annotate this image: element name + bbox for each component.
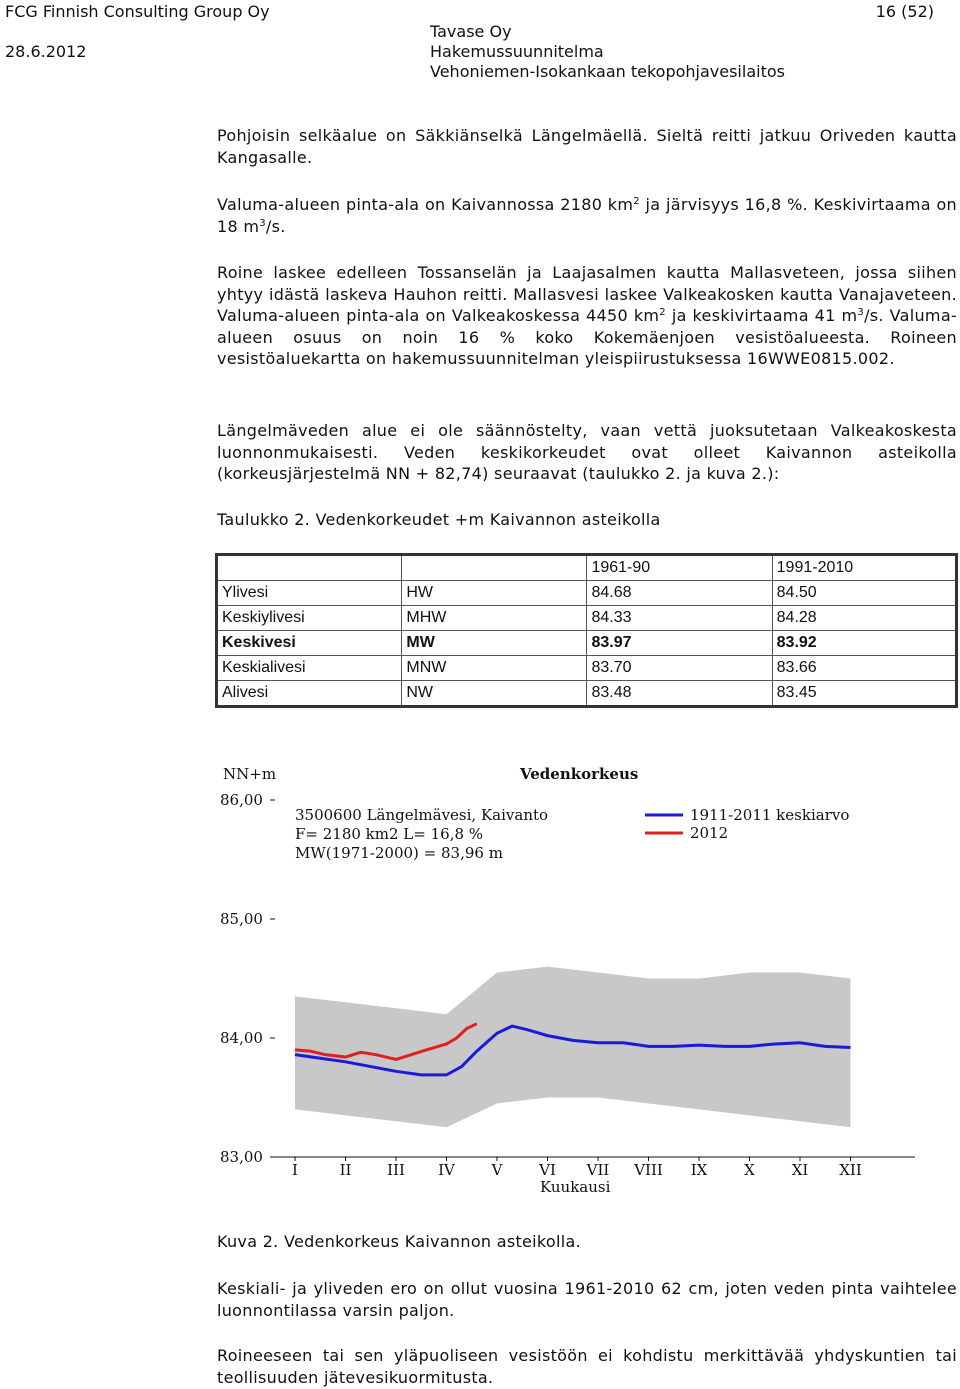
table-cell-code: HW bbox=[402, 581, 587, 606]
header-doc-type: Hakemussuunnitelma bbox=[430, 42, 604, 61]
table-cell-code: NW bbox=[402, 681, 587, 707]
table-cell-name: Keskialivesi bbox=[217, 656, 402, 681]
x-tick-label: III bbox=[387, 1161, 405, 1179]
table-caption: Taulukko 2. Vedenkorkeudet +m Kaivannon asteikolla bbox=[217, 510, 661, 529]
table-cell-code: MHW bbox=[402, 606, 587, 631]
table-header-row bbox=[217, 555, 957, 581]
legend-label: 2012 bbox=[690, 824, 729, 842]
table-cell-value: 83.48 bbox=[587, 681, 772, 707]
table-cell-value: 83.97 bbox=[587, 631, 772, 656]
table-header-cell bbox=[402, 555, 587, 581]
paragraph-1: Pohjoisin selkäalue on Säkkiänselkä Längelmäellä. Sieltä reitti jatkuu Oriveden kautta Kangasalle. bbox=[217, 126, 957, 167]
header-project: Vehoniemen-Isokankaan tekopohjavesilaitos bbox=[430, 62, 785, 81]
table-cell-name: Ylivesi bbox=[217, 581, 402, 606]
y-tick-label: 84,00 bbox=[220, 1029, 263, 1047]
table-header-cell: 1961-90 bbox=[587, 555, 772, 581]
x-tick-label: VIII bbox=[634, 1161, 663, 1179]
table-cell-name: Keskiylivesi bbox=[217, 606, 402, 631]
water-level-chart bbox=[215, 762, 920, 1202]
header-company: FCG Finnish Consulting Group Oy bbox=[5, 2, 270, 21]
table-cell-name: Alivesi bbox=[217, 681, 402, 707]
x-tick-label: IV bbox=[438, 1161, 455, 1179]
x-tick-label: I bbox=[292, 1161, 298, 1179]
y-tick-label: 86,00 bbox=[220, 791, 263, 809]
table-row bbox=[217, 656, 957, 681]
x-tick-label: IX bbox=[690, 1161, 708, 1179]
variation-band bbox=[295, 967, 851, 1128]
table-cell-value: 84.68 bbox=[587, 581, 772, 606]
x-tick-label: XII bbox=[839, 1161, 862, 1179]
table-cell-value: 83.45 bbox=[772, 681, 956, 707]
table-cell-value: 83.70 bbox=[587, 656, 772, 681]
y-axis-label: NN+m bbox=[223, 765, 277, 783]
table-cell-value: 84.28 bbox=[772, 606, 956, 631]
x-tick-label: X bbox=[744, 1161, 755, 1179]
table-row bbox=[217, 581, 957, 606]
x-tick-label: VII bbox=[586, 1161, 610, 1179]
chart-title: Vedenkorkeus bbox=[520, 765, 639, 783]
x-axis-label: Kuukausi bbox=[540, 1178, 611, 1196]
x-tick-label: II bbox=[339, 1161, 352, 1179]
legend-label: 1911-2011 keskiarvo bbox=[690, 806, 850, 824]
table-cell-code: MNW bbox=[402, 656, 587, 681]
y-tick-label: 83,00 bbox=[220, 1148, 263, 1166]
info-box-line: 3500600 Längelmävesi, Kaivanto bbox=[295, 806, 549, 824]
table-cell-name: Keskivesi bbox=[217, 631, 402, 656]
info-box-line: F= 2180 km2 L= 16,8 % bbox=[295, 825, 484, 843]
table-cell-value: 84.50 bbox=[772, 581, 956, 606]
figure-caption: Kuva 2. Vedenkorkeus Kaivannon asteikolla. bbox=[217, 1232, 581, 1251]
x-tick-label: VI bbox=[539, 1161, 556, 1179]
paragraph-6: Roineeseen tai sen yläpuoliseen vesistöön ei kohdistu merkittävää yhdyskuntien tai teollisuuden jätevesikuormitusta. bbox=[217, 1346, 957, 1387]
table-row bbox=[217, 631, 957, 656]
header-date: 28.6.2012 bbox=[5, 42, 87, 61]
header-page-number: 16 (52) bbox=[875, 2, 934, 21]
paragraph-3: Roine laskee edelleen Tossanselän ja Laajasalmen kautta Mallasveteen, jossa siihen yhtyy idästä laskeva Hauhon reitti. Mallasvesi laskee Valkeakosken kautta Vanajaveteen. Valuma-alueen pinta-ala on Valkeakoskessa 4450 $km^2$ ja keskivirtaama 41 $m^3/s$. Valuma-alueen osuus on noin 16 % koko Kokemäenjoen vesistöalueesta. Roineen vesistöaluekartta on hakemussuunnitelman yleispiirustuksessa 16WWE0815.002. bbox=[217, 263, 957, 368]
x-tick-label: V bbox=[491, 1161, 503, 1179]
table-row bbox=[217, 681, 957, 707]
x-tick-label: XI bbox=[791, 1161, 809, 1179]
paragraph-2: Valuma-alueen pinta-ala on Kaivannossa 2180 $km^2$ ja järvisyys 16,8 %. Keskivirtaama on 18 $m^3/s$. bbox=[217, 195, 957, 236]
table-cell-value: 83.66 bbox=[772, 656, 956, 681]
table-header-cell bbox=[217, 555, 402, 581]
info-box-line: MW(1971-2000) = 83,96 m bbox=[295, 844, 503, 862]
y-tick-label: 85,00 bbox=[220, 910, 263, 928]
table-row bbox=[217, 606, 957, 631]
paragraph-5: Keskiali- ja yliveden ero on ollut vuosina 1961-2010 62 cm, joten veden pinta vaihtelee luonnontilassa varsin paljon. bbox=[217, 1279, 957, 1320]
table-cell-value: 83.92 bbox=[772, 631, 956, 656]
paragraph-4: Längelmäveden alue ei ole säännöstelty, vaan vettä juoksutetaan Valkeakoskesta luonnonmukaisesti. Veden keskikorkeudet ovat olleet Kaivannon asteikolla (korkeusjärjestelmä NN + 82,74) seuraavat (taulukko 2. ja kuva 2.): bbox=[217, 421, 957, 483]
table-cell-code: MW bbox=[402, 631, 587, 656]
header-client: Tavase Oy bbox=[430, 22, 512, 41]
water-level-table bbox=[215, 553, 958, 708]
table-cell-value: 84.33 bbox=[587, 606, 772, 631]
table-header-cell: 1991-2010 bbox=[772, 555, 956, 581]
